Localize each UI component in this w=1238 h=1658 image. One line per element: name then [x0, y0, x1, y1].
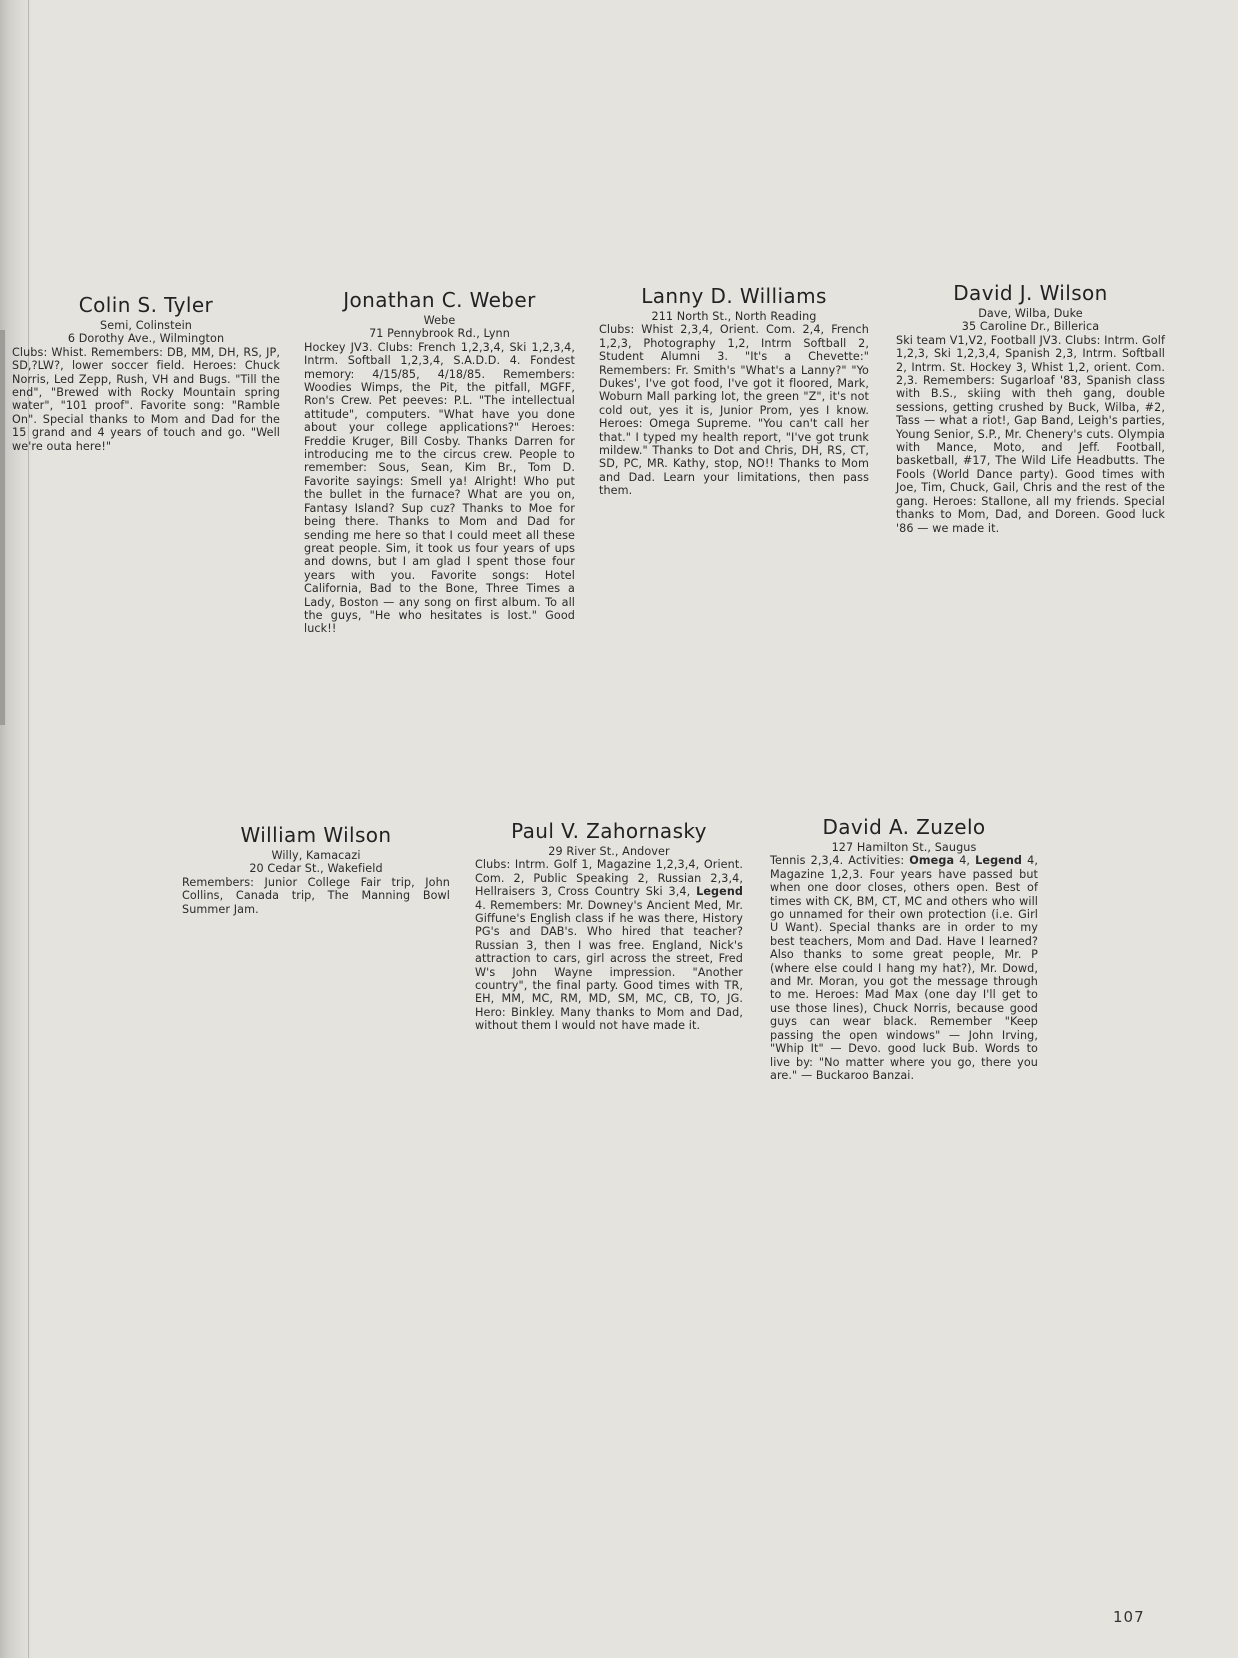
bio-text: Clubs: Intrm. Golf 1, Magazine 1,2,3,4, Orient. Com. 2, Public Speaking 2, Russian 2,3,4, Hellraisers 3, Cross Country Ski 3,4, [475, 858, 743, 899]
senior-nickname: Semi, Colinstein [100, 319, 192, 332]
senior-name: Lanny D. Williams [641, 284, 827, 308]
bio-text: 4. Remembers: Mr. Downey's Ancient Med, Mr. Giffune's English class if he was there, History PG's and DAB's. Who hired that teacher? Russian 3, then I was free. England, Nick's attraction to cars, girl across the street, Fred W's John Wayne impression. "Another country", the final party. Good times with TR, EH, MM, MC, RM, MD, SM, MC, CB, TO, JG. Hero: Binkley. Many thanks to Mom and Dad, without them I would not have made it. [475, 898, 743, 1033]
senior-bio [475, 858, 743, 1032]
bio-text: 4, [954, 854, 976, 868]
page-edge-mark [0, 330, 5, 725]
page-number: 107 [1113, 1608, 1145, 1626]
senior-bio: Hockey JV3. Clubs: French 1,2,3,4, Ski 1,2,3,4, Intrm. Softball 1,2,3,4, S.A.D.D. 4. Fondest memory: 4/15/85, 4/18/85. Remembers: Woodies Wimps, the Pit, the pitfall, MGFF, Ron's Crew. Pet peeves: P.L. "The intellectual attitude", computers. "What have you done about your college applications?" Heroes: Freddie Kruger, Bill Cosby. Thanks Darren for introducing me to the circus crew. People to remember: Sous, Sean, Kim Br., Tom D. Favorite sayings: Smell ya! Alright! Who put the bullet in the furnace? What are you on, Fantasy Island? Sup cuz? Thanks to Moe for being there. Thanks to Mom and Dad for sending me here so that I could meet all these great people. Sim, it took us four years of ups and downs, but I am glad I spent those four years with you. Favorite songs: Hotel California, Bad to the Bone, Three Times a Lady, Boston — any song on first album. To all the guys, "He who hesitates is lost." Good luck!! [304, 340, 575, 636]
senior-entry-lanny-williams [599, 284, 869, 498]
senior-entry-jonathan-weber [304, 288, 575, 636]
bio-text: 4, Magazine 1,2,3. Four years have passed but when one door closes, others open. Best of times with CK, BM, CT, MC and others who will go unnamed for their own protection (i.e. Girl U Want). Special thanks are in order to my best teachers, Mom and Dad. Have I learned? Also thanks to some great people, Mr. P (where else could I hang my hat?), Mr. Dowd, and Mr. Moran, you got the message through to me. Heroes: Mad Max (one day I'll get to use those lines), Chuck Norris, because good guys can wear black. Remember "Keep passing the open windows" — John Irving, "Whip It" — Devo. good luck Bub. Words to live by: "No matter where you go, there you are." — Buckaroo Banzai. [770, 854, 1038, 1082]
senior-bio: Clubs: Whist. Remembers: DB, MM, DH, RS, JP, SD,?LW?, lower soccer field. Heroes: Chuck Norris, Led Zepp, Rush, VH and Bugs. "Till the end", "Brewed with Rocky Mountain spring water", "101 proof". Favorite song: "Ramble On". Special thanks to Mom and Dad for the 15 grand and 4 years of touch and go. "Well we're outa here!" [12, 345, 280, 453]
senior-entry-colin-tyler [12, 293, 280, 453]
senior-address: 211 North St., North Reading [651, 310, 817, 323]
senior-bio [770, 854, 1038, 1082]
senior-address: 35 Caroline Dr., Billerica [961, 320, 1100, 334]
senior-name: David J. Wilson [953, 281, 1108, 305]
senior-address: 71 Pennybrook Rd., Lynn [369, 327, 510, 341]
bio-bold-omega: Omega [909, 854, 955, 868]
bio-text: Tennis 2,3,4. Activities: [770, 854, 910, 868]
senior-nickname: Dave, Wilba, Duke [978, 307, 1083, 320]
senior-name: Colin S. Tyler [78, 293, 214, 317]
senior-entry-william-wilson [182, 823, 450, 916]
bio-bold-legend: Legend [975, 854, 1023, 868]
senior-address: 6 Dorothy Ave., Wilmington [67, 332, 225, 346]
senior-address: 127 Hamilton St., Saugus [831, 841, 977, 854]
senior-name: David A. Zuzelo [822, 815, 986, 839]
bio-bold-legend: Legend [696, 885, 743, 899]
senior-nickname: Webe [423, 314, 456, 327]
senior-name: William Wilson [240, 823, 392, 847]
senior-bio: Ski team V1,V2, Football JV3. Clubs: Intrm. Golf 1,2,3, Ski 1,2,3,4, Spanish 2,3, Intrm. Softball 2, Intrm. St. Hockey 3, Whist 1,2, orient. Com. 2,3. Remembers: Sugarloaf '83, Spanish class with B.S., skiing with theh gang, double sessions, getting crushed by Buck, Wilba, #2, Tass — what a riot!, Gap Band, Leigh's parties, Young Senior, S.P., Mr. Chenery's cuts. Olympia with Mance, Moto, and Jeff. Football, basketball, #17, The Wild Life Headbutts. The Fools (World Dance party). Good times with Joe, Tim, Chuck, Gail, Chris and the rest of the gang. Heroes: Stallone, all my friends. Special thanks to Mom, Dad, and Doreen. Good luck '86 — we made it. [896, 333, 1165, 535]
senior-bio: Clubs: Whist 2,3,4, Orient. Com. 2,4, French 1,2,3, Photography 1,2, Intrm Softball 2, Student Alumni 3. "It's a Chevette:" Remembers: Fr. Smith's "What's a Lanny?" "Yo Dukes', I've got food, I've got it floored, Mark, Woburn Mall parking lot, the green "Z", it's not cold out, yes it is, Junior Prom, yes I know. Heroes: Omega Supreme. "You can't call her that." I typed my health report, "I've got trunk mildew." Thanks to Dot and Chris, DH, RS, CT, SD, PC, MR. Kathy, stop, NO!! Thanks to Mom and Dad. Learn your limitations, then pass them. [599, 323, 869, 498]
senior-bio: Remembers: Junior College Fair trip, John Collins, Canada trip, The Manning Bowl Summer Jam. [182, 875, 450, 916]
senior-name: Paul V. Zahornasky [511, 819, 707, 843]
senior-nickname: Willy, Kamacazi [271, 849, 361, 862]
senior-entry-paul-zahornasky [475, 819, 743, 1033]
senior-entry-david-wilson [896, 281, 1165, 535]
senior-entry-david-zuzelo [770, 815, 1038, 1082]
senior-name: Jonathan C. Weber [343, 288, 536, 312]
senior-address: 29 River St., Andover [548, 845, 670, 858]
binding-line [28, 0, 29, 1658]
senior-address: 20 Cedar St., Wakefield [249, 862, 383, 876]
